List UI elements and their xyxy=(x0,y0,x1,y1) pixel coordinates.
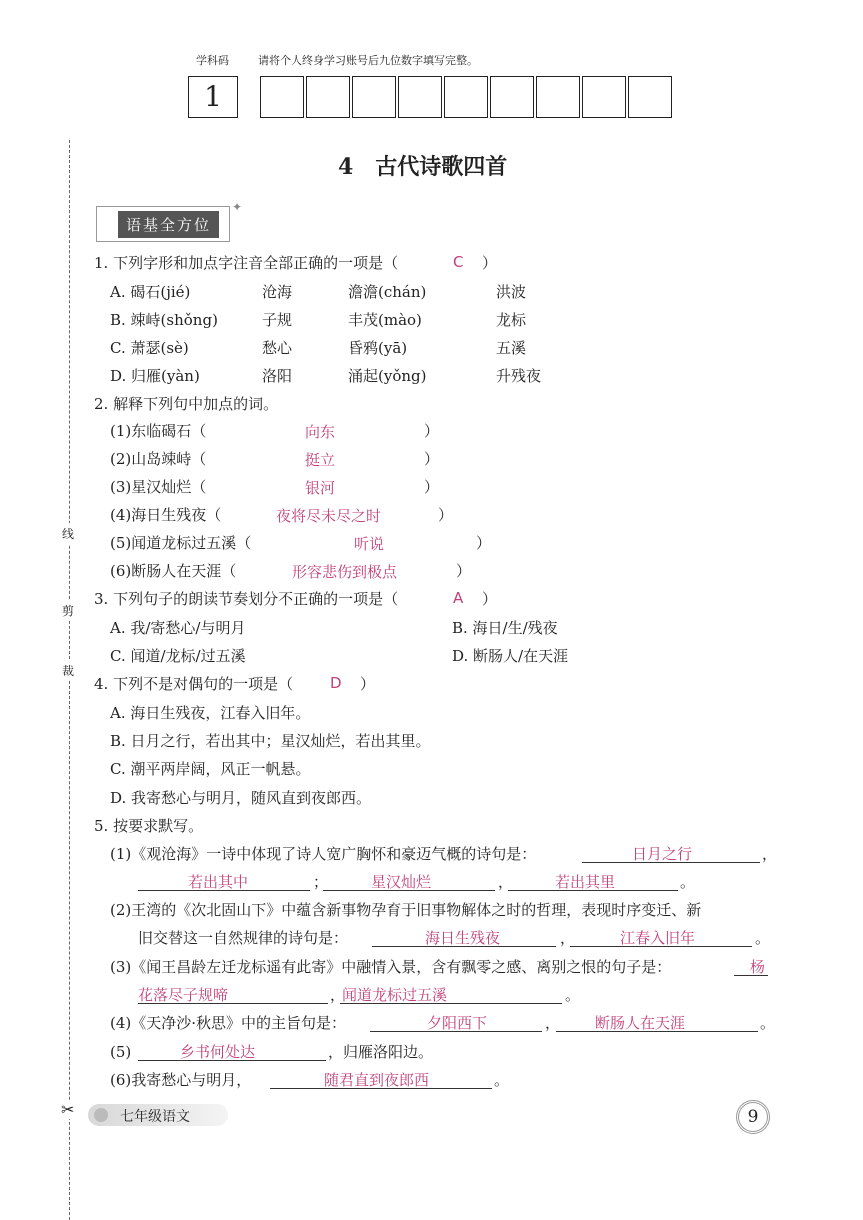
section-badge: 语基全方位 xyxy=(118,211,219,238)
account-digit-cell[interactable] xyxy=(490,76,534,118)
scissors-icon: ✂ xyxy=(61,1100,75,1119)
q5-p3-text: (3)《闻王昌龄左迁龙标遥有此寄》中融情入景，含有飘零之感、离别之恨的句子是： xyxy=(110,958,672,976)
q1-option-a-4: 洪波 xyxy=(496,283,527,301)
q2-stem: 2. 解释下列句中加点的词。 xyxy=(94,395,279,413)
q2-close: ） xyxy=(424,422,440,440)
q4-option-b: B. 日月之行，若出其中；星汉灿烂，若出其里。 xyxy=(110,732,431,750)
account-digit-cell[interactable] xyxy=(398,76,442,118)
account-digit-cell[interactable] xyxy=(582,76,626,118)
account-digit-cell[interactable] xyxy=(260,76,304,118)
q1-option-a-2: 沧海 xyxy=(262,283,293,301)
account-digit-cell[interactable] xyxy=(628,76,672,118)
q2-item: (2)山岛竦峙（ xyxy=(110,450,207,468)
punct: ， xyxy=(560,929,576,947)
q2-item: (4)海日生残夜（ xyxy=(110,506,222,524)
q3-answer: A xyxy=(453,589,464,607)
q1-option-b-4: 龙标 xyxy=(496,311,527,329)
q1-option-c-4: 五溪 xyxy=(496,339,527,357)
side-mark-trim: 裁 xyxy=(62,660,74,681)
q4-option-c: C. 潮平两岸阔，风正一帆悬。 xyxy=(110,760,311,778)
q2-answer: 银河 xyxy=(305,479,336,497)
instruction-text: 请将个人终身学习账号后九位数字填写完整。 xyxy=(258,54,478,67)
q5-stem: 5. 按要求默写。 xyxy=(94,817,204,835)
q5-p1-answer-2: 若出其中 xyxy=(188,873,249,891)
q5-p2-answer-1: 海日生残夜 xyxy=(425,929,501,947)
q2-answer: 向东 xyxy=(305,423,336,441)
sparkle-icon: ✦ xyxy=(232,200,243,214)
q2-item: (1)东临碣石（ xyxy=(110,422,207,440)
lesson-title: 4 古代诗歌四首 xyxy=(338,154,508,180)
side-mark-cut: 剪 xyxy=(62,600,74,621)
q1-option-d-4: 升残夜 xyxy=(496,367,542,385)
q5-p5-answer: 乡书何处达 xyxy=(180,1043,256,1061)
q4-close: ） xyxy=(360,675,376,693)
q1-option-d-1: D. 归雁(yàn) xyxy=(110,367,200,385)
subject-code-box: 1 xyxy=(188,76,238,118)
q4-option-d: D. 我寄愁心与明月，随风直到夜郎西。 xyxy=(110,789,372,807)
q3-close: ） xyxy=(482,590,498,608)
punct: ， xyxy=(545,1014,561,1032)
q1-option-c-3: 昏鸦(yā) xyxy=(348,339,408,357)
q3-option-b: B. 海日/生/残夜 xyxy=(452,619,558,637)
q5-p1-answer-1: 日月之行 xyxy=(632,845,693,863)
q5-p3-answer-1a: 杨 xyxy=(750,958,766,976)
q2-item: (3)星汉灿烂（ xyxy=(110,478,207,496)
q5-p6-answer: 随君直到夜郎西 xyxy=(324,1071,430,1089)
subject-code-label: 学科码 xyxy=(196,54,229,67)
punct: ， xyxy=(330,986,346,1004)
page-number: 9 xyxy=(736,1100,770,1134)
q2-item: (6)断肠人在天涯（ xyxy=(110,562,237,580)
q2-item: (5)闻道龙标过五溪（ xyxy=(110,534,252,552)
q5-p5-text: (5) xyxy=(110,1043,132,1061)
q3-option-a: A. 我/寄愁心/与明月 xyxy=(110,619,246,637)
account-digit-cell[interactable] xyxy=(536,76,580,118)
punct: ； xyxy=(313,873,329,891)
q2-answer: 听说 xyxy=(354,535,385,553)
q5-p3-answer-1b: 花落尽子规啼 xyxy=(138,986,229,1004)
q3-option-c: C. 闻道/龙标/过五溪 xyxy=(110,647,246,665)
q2-answer: 夜将尽未尽之时 xyxy=(276,507,382,525)
footer-book-title: 七年级语文 xyxy=(120,1109,190,1125)
footer-dot-icon xyxy=(94,1108,108,1122)
q5-p5-tail: ，归雁洛阳边。 xyxy=(328,1043,434,1061)
q5-p2-answer-2: 江春入旧年 xyxy=(620,929,696,947)
punct: ， xyxy=(762,845,778,863)
side-mark-line: 线 xyxy=(62,523,74,544)
account-digit-cell[interactable] xyxy=(444,76,488,118)
q1-option-b-2: 子规 xyxy=(262,311,293,329)
punct: 。 xyxy=(565,986,581,1004)
account-digit-cell[interactable] xyxy=(306,76,350,118)
q1-option-c-2: 愁心 xyxy=(262,339,293,357)
account-digit-cell[interactable] xyxy=(352,76,396,118)
q5-p4-answer-2: 断肠人在天涯 xyxy=(595,1014,686,1032)
q5-p1-answer-4: 若出其里 xyxy=(555,873,616,891)
q5-p2-text-1: (2)王湾的《次北固山下》中蕴含新事物孕育于旧事物解体之时的哲理，表现时序变迁、新 xyxy=(110,901,702,919)
q5-p2-text-2: 旧交替这一自然规律的诗句是： xyxy=(138,929,349,947)
q1-option-d-3: 涌起(yǒng) xyxy=(348,367,427,385)
punct: 。 xyxy=(755,929,771,947)
q1-option-a-1: A. 碣石(jié) xyxy=(110,283,191,301)
punct: 。 xyxy=(680,873,696,891)
q2-close: ） xyxy=(424,450,440,468)
q1-option-c-1: C. 萧瑟(sè) xyxy=(110,339,189,357)
q1-option-b-1: B. 竦峙(shǒng) xyxy=(110,311,218,329)
q1-close: ） xyxy=(482,254,498,272)
q5-p1-answer-3: 星汉灿烂 xyxy=(371,873,432,891)
q2-close: ） xyxy=(456,562,472,580)
q5-p3-answer-2: 闻道龙标过五溪 xyxy=(342,986,448,1004)
q2-answer: 挺立 xyxy=(305,451,336,469)
punct: 。 xyxy=(760,1014,776,1032)
q3-option-d: D. 断肠人/在天涯 xyxy=(452,647,569,665)
q2-close: ） xyxy=(476,534,492,552)
q5-p4-text: (4)《天净沙·秋思》中的主旨句是： xyxy=(110,1014,347,1032)
q3-stem: 3. 下列句子的朗读节奏划分不正确的一项是（ xyxy=(94,590,399,608)
q2-close: ） xyxy=(424,478,440,496)
q2-answer: 形容悲伤到极点 xyxy=(292,563,398,581)
q2-close: ） xyxy=(438,506,454,524)
q1-option-d-2: 洛阳 xyxy=(262,367,293,385)
q5-p4-answer-1: 夕阳西下 xyxy=(427,1014,488,1032)
punct: ， xyxy=(498,873,514,891)
q4-option-a: A. 海日生残夜，江春入旧年。 xyxy=(110,704,311,722)
q1-stem: 1. 下列字形和加点字注音全部正确的一项是（ xyxy=(94,254,399,272)
q4-stem: 4. 下列不是对偶句的一项是（ xyxy=(94,675,294,693)
q4-answer: D xyxy=(330,674,342,692)
q1-option-b-3: 丰茂(mào) xyxy=(348,311,422,329)
q5-p1-text: (1)《观沧海》一诗中体现了诗人宽广胸怀和豪迈气概的诗句是： xyxy=(110,845,537,863)
q5-p6-text: (6)我寄愁心与明月， xyxy=(110,1071,252,1089)
q1-answer: C xyxy=(453,253,464,271)
punct: 。 xyxy=(494,1071,510,1089)
q1-option-a-3: 澹澹(chán) xyxy=(348,283,427,301)
